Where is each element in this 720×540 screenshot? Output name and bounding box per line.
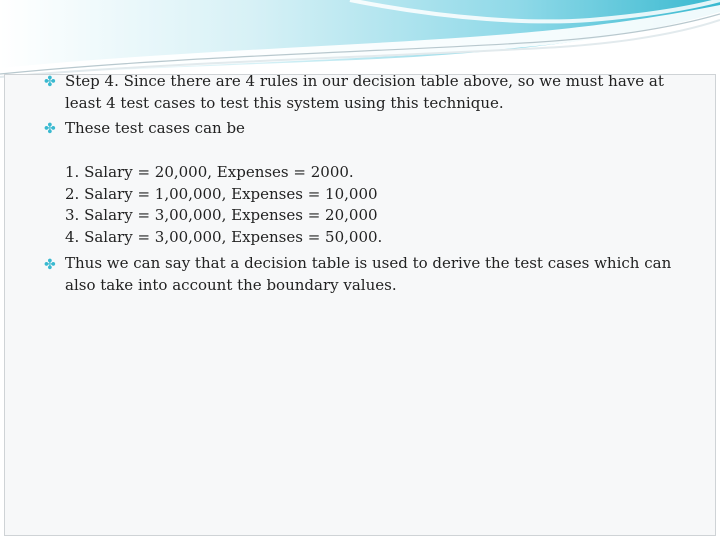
bullet-test-cases-intro: These test cases can be	[65, 119, 245, 137]
test-case-3: 3. Salary = 3,00,000, Expenses = 20,000	[65, 206, 378, 224]
bullet-step-4-line-2: least 4 test cases to test this system using this technique.	[65, 94, 504, 112]
bullet-icon: ✤	[44, 74, 56, 90]
bullet-step-4-line-1: Step 4. Since there are 4 rules in our decision table above, so we must have at	[65, 72, 664, 90]
bullet-summary-line-2: also take into account the boundary values.	[65, 276, 397, 294]
bullet-icon: ✤	[44, 121, 56, 137]
test-case-1: 1. Salary = 20,000, Expenses = 2000.	[65, 163, 354, 181]
bullet-icon: ✤	[44, 257, 56, 273]
test-case-2: 2. Salary = 1,00,000, Expenses = 10,000	[65, 185, 378, 203]
bullet-summary-line-1: Thus we can say that a decision table is used to derive the test cases which can	[65, 254, 672, 272]
test-case-4: 4. Salary = 3,00,000, Expenses = 50,000.	[65, 228, 383, 246]
